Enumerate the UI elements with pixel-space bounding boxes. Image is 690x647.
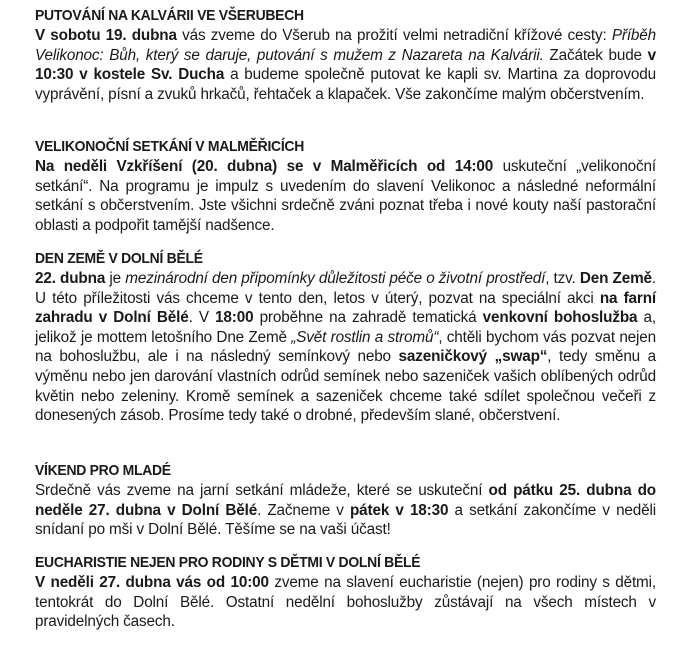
section-kalvarie bbox=[35, 6, 656, 104]
emphasis-bold: venkovní bohoslužba bbox=[482, 309, 638, 327]
section-heading: VÍKEND PRO MLADÉ bbox=[35, 462, 171, 479]
section-body bbox=[35, 269, 656, 426]
section-body bbox=[35, 481, 656, 540]
emphasis-bold: na farní zahradu v Dolní Bělé bbox=[35, 289, 656, 327]
emphasis-bold: v 10:30 v kostele Sv. Ducha bbox=[35, 46, 656, 84]
section-body bbox=[35, 157, 656, 235]
emphasis-bold: V neděli 27. dubna vás od 10:00 bbox=[35, 574, 269, 591]
text-run: uskuteční „velikonoční setkání“. Na programu je impulz s uvedením do slavení Velikonoc a následné neformální setkání s občerstvením. Jste všichni srdečně zváni poznat třeba i nové kouty naší pastorační oblasti a podpořit tamější nadšence. bbox=[35, 158, 656, 234]
emphasis-italic: Příběh Velikonoc: Bůh, který se daruje, putování s mužem z Nazareta na Kalvárii. bbox=[35, 27, 656, 64]
emphasis-bold: V sobotu 19. dubna bbox=[35, 27, 177, 44]
section-den-zeme bbox=[35, 249, 656, 426]
text-run: proběhne na zahradě tematická bbox=[253, 309, 483, 327]
text-run: Začátek bude bbox=[543, 46, 648, 64]
section-heading: EUCHARISTIE NEJEN PRO RODINY S DĚTMI V DOLNÍ BĚLÉ bbox=[35, 554, 421, 571]
text-run: a budeme společně putovat ke kapli sv. Martina za doprovodu vyprávění, písní a zvuků hrkačů, řehtaček a klapaček. Vše zakončíme malým občerstvením. bbox=[35, 66, 656, 103]
section-malmerice bbox=[35, 137, 656, 235]
text-run: a setkání zakončíme v neděli snídaní po mši v Dolní Bělé. Těšíme se na vaši účast! bbox=[35, 501, 656, 539]
text-run: , tzv. bbox=[545, 270, 580, 287]
emphasis-bold: sazeničkový „swap“ bbox=[398, 348, 548, 366]
text-run: je bbox=[105, 270, 126, 287]
text-run: . V bbox=[188, 309, 216, 327]
section-heading: VELIKONOČNÍ SETKÁNÍ V MALMĚŘICÍCH bbox=[35, 138, 305, 155]
section-heading: PUTOVÁNÍ NA KALVÁRII VE VŠERUBECH bbox=[35, 7, 304, 24]
emphasis-bold: Na neděli Vzkříšení (20. dubna) se v Malměřicích od 14:00 bbox=[35, 158, 494, 175]
text-run: vás zveme do Všerub na prožití velmi netradiční křížové cesty: bbox=[176, 27, 612, 44]
emphasis-italic: „Svět rostlin a stromů“ bbox=[291, 328, 439, 346]
emphasis-bold: 22. dubna bbox=[35, 270, 106, 287]
section-eucharistie bbox=[35, 553, 656, 632]
section-body bbox=[35, 573, 656, 632]
section-body bbox=[35, 26, 656, 104]
emphasis-bold: od pátku 25. dubna do neděle 27. dubna v Dolní Bělé bbox=[35, 482, 656, 519]
text-run: Srdečně vás zveme na jarní setkání mládeže, které se uskuteční bbox=[35, 482, 489, 499]
text-run: zveme na slavení eucharistie (nejen) pro rodiny s dětmi, tentokrát do Dolní Bělé. Ostatní nedělní bohoslužby zůstávají na všech místech v pravidelných časech. bbox=[35, 574, 656, 631]
text-run: . Začneme v bbox=[257, 501, 350, 519]
emphasis-bold: Den Země bbox=[579, 270, 652, 287]
text-run: a, jelikož je mottem letošního Dne Země bbox=[35, 309, 656, 346]
text-run: , chtěli bychom vás pozvat nejen na bohoslužbu, ale i na následný semínkový nebo bbox=[35, 328, 656, 366]
emphasis-italic: mezinárodní den připomínky důležitosti péče o životní prostředí bbox=[125, 270, 546, 287]
emphasis-bold: pátek v 18:30 bbox=[349, 501, 449, 519]
section-heading: DEN ZEMĚ V DOLNÍ BĚLÉ bbox=[35, 250, 203, 267]
section-vikend bbox=[35, 461, 656, 540]
text-run: . U této příležitosti vás chceme v tento den, letos v úterý, pozvat na speciální akci bbox=[35, 270, 656, 307]
text-run: , tedy směnu a výměnu nebo jen darování vlastních odrůd semínek nebo sazeniček vašich oblíbených odrůd květin nebo zeleniny. Kromě semínek a sazeniček chceme také sdílet společnou večeři z donesených zásob. Prosíme tedy také o drobné, především slané, občerstvení. bbox=[35, 348, 656, 425]
emphasis-bold: 18:00 bbox=[215, 309, 254, 327]
